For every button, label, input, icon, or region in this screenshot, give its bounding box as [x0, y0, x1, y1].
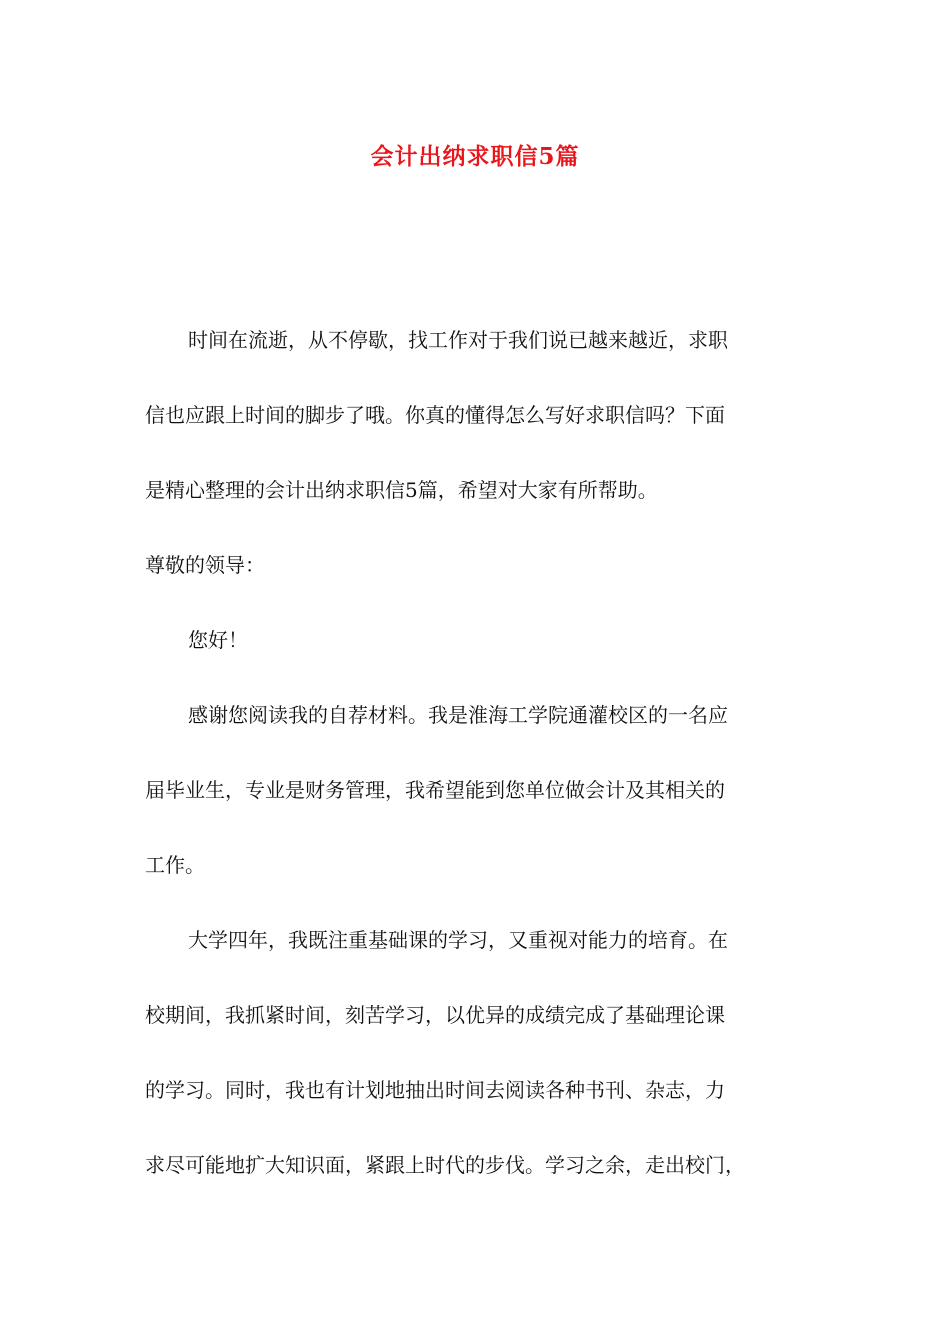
intro-line-3: 是精心整理的会计出纳求职信5篇，希望对大家有所帮助。: [145, 478, 658, 502]
paragraph-2-line-3: 的学习。同时，我也有计划地抽出时间去阅读各种书刊、杂志，力: [145, 1078, 725, 1102]
greeting: 您好！: [188, 628, 248, 652]
intro-line-2: 信也应跟上时间的脚步了哦。你真的懂得怎么写好求职信吗？下面: [145, 403, 725, 427]
salutation: 尊敬的领导：: [145, 553, 265, 577]
document-title: 会计出纳求职信5篇: [370, 143, 580, 170]
paragraph-1-line-1: 感谢您阅读我的自荐材料。我是淮海工学院通灌校区的一名应: [188, 703, 728, 727]
intro-line-1: 时间在流逝，从不停歇，找工作对于我们说已越来越近，求职: [188, 328, 728, 352]
paragraph-2-line-4: 求尽可能地扩大知识面，紧跟上时代的步伐。学习之余，走出校门，: [145, 1153, 745, 1177]
paragraph-2-line-2: 校期间，我抓紧时间，刻苦学习，以优异的成绩完成了基础理论课: [145, 1003, 725, 1027]
paragraph-2-line-1: 大学四年，我既注重基础课的学习，又重视对能力的培育。在: [188, 928, 728, 952]
paragraph-1-line-3: 工作。: [145, 853, 205, 877]
paragraph-1-line-2: 届毕业生，专业是财务管理，我希望能到您单位做会计及其相关的: [145, 778, 725, 802]
